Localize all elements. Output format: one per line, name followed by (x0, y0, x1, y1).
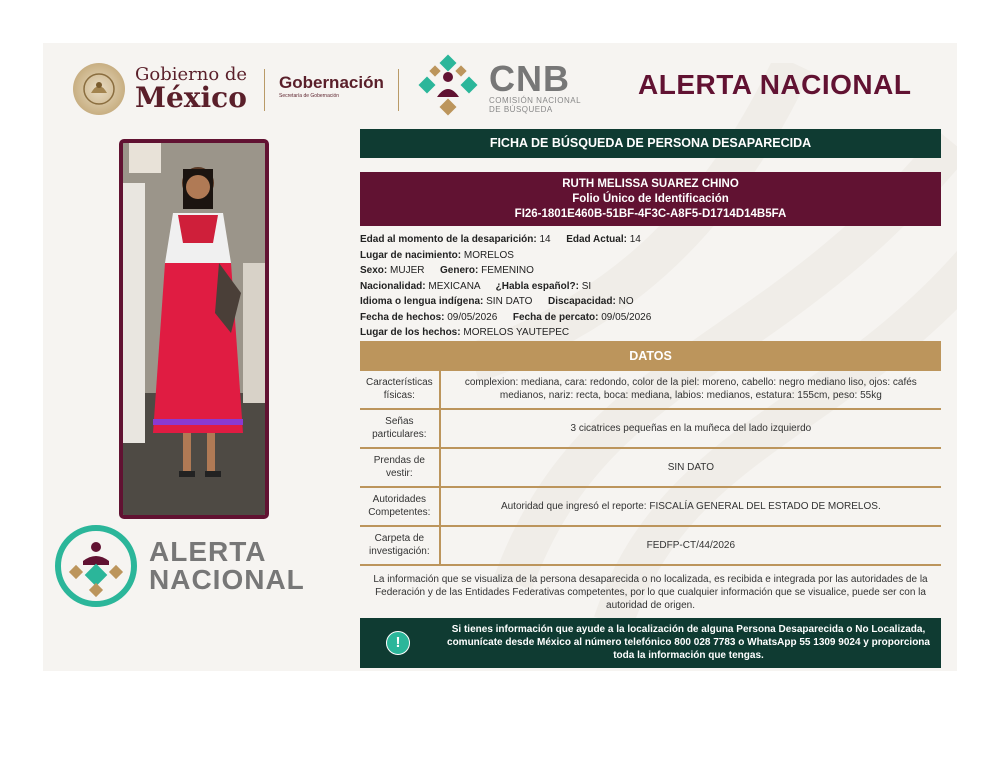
alerta-nacional-title: ALERTA NACIONAL (638, 69, 912, 100)
nacimiento-value: MORELOS (463, 249, 514, 261)
fecha-percato-label: Fecha de percato: (512, 311, 599, 323)
logo-word-nacional: NACIONAL (149, 564, 305, 595)
divider (264, 69, 265, 111)
sexo-value: MUJER (390, 265, 425, 276)
table-row (360, 448, 941, 487)
senas-value: 3 cicatrices pequeñas en la muñeca del lado izquierdo (440, 409, 941, 448)
discapacidad-label: Discapacidad: (548, 296, 616, 307)
autoridades-value: Autoridad que ingresó el reporte: FISCALÍA GENERAL DEL ESTADO DE MORELOS. (440, 487, 941, 526)
info-row (360, 248, 941, 264)
habla-label: ¿Habla español?: (495, 280, 579, 292)
lugar-hechos-value: MORELOS YAUTEPEC (463, 327, 570, 338)
edad-actual-value: 14 (629, 234, 641, 245)
caracteristicas-label: Características físicas: (360, 371, 440, 409)
info-row (360, 310, 941, 326)
folio-value: FI26-1801E460B-51BF-4F3C-A8F5-D1714D14B5FA (514, 208, 787, 220)
cnb-logo (413, 53, 581, 123)
gobierno-line2: México (135, 81, 247, 114)
table-row (360, 487, 941, 526)
edad-desap-value: 14 (539, 234, 551, 245)
logo-word-alerta: ALERTA (149, 536, 267, 567)
missing-person-photo (119, 139, 269, 519)
info-row (360, 232, 941, 248)
idioma-value: SIN DATO (486, 296, 533, 307)
discapacidad-value: NO (618, 296, 634, 307)
cnb-sub2: DE BÚSQUEDA (489, 105, 553, 114)
idioma-label: Idioma o lengua indígena: (360, 296, 484, 307)
person-header (360, 172, 941, 226)
contact-callout (360, 618, 941, 668)
person-info (360, 232, 941, 341)
alerta-nacional-logo (55, 525, 305, 607)
callout-text: Si tienes información que ayude a la localización de alguna Persona Desaparecida o No Localizada, comunícate desde México al número telefónico 800 028 7783 o WhatsApp 55 1309 9024 y proporciona toda la información que tengas. (447, 623, 930, 661)
carpeta-label: Carpeta de investigación: (360, 526, 440, 565)
info-row (360, 279, 941, 295)
senas-label: Señas particulares: (360, 409, 440, 448)
info-row (360, 325, 941, 341)
gobierno-mexico-logo (73, 63, 247, 115)
datos-header: DATOS (360, 341, 941, 371)
genero-value: FEMENINO (481, 265, 534, 276)
habla-value: SI (581, 280, 592, 292)
lugar-hechos-label: Lugar de los hechos: (360, 327, 461, 338)
table-row (360, 371, 941, 409)
table-row (360, 409, 941, 448)
divider (398, 69, 399, 111)
fecha-hechos-label: Fecha de hechos: (360, 311, 445, 323)
info-row (360, 263, 941, 279)
cnb-text: CNB (489, 58, 570, 100)
cnb-sub1: COMISIÓN NACIONAL (489, 96, 582, 106)
autoridades-label: Autoridades Competentes: (360, 487, 440, 526)
gobernacion-logo (279, 73, 384, 99)
gobierno-line1: Gobierno de (135, 64, 248, 85)
poster-sheet (43, 43, 957, 671)
gobernacion-subtext: Secretaría de Gobernación (279, 93, 340, 99)
person-name: RUTH MELISSA SUAREZ CHINO (562, 178, 739, 190)
fecha-hechos-value: 09/05/2026 (447, 311, 498, 323)
header-logos (43, 43, 957, 133)
exclamation-icon: ! (386, 631, 410, 655)
prendas-value: SIN DATO (440, 448, 941, 487)
ficha-content (360, 129, 941, 668)
nacionalidad-label: Nacionalidad: (360, 280, 426, 292)
cnb-emblem-icon (413, 53, 483, 123)
disclaimer-text: La información que se visualiza de la persona desaparecida o no localizada, es recibida e integrada por las autoridades de la Federación y de las Entidades Federativas competentes, por lo que cualquier información que se visualice, puede ser con la autoridad de origen. (373, 573, 928, 611)
edad-desap-label: Edad al momento de la desaparición: (360, 234, 537, 245)
datos-table (360, 371, 941, 566)
info-row (360, 294, 941, 310)
ficha-title: FICHA DE BÚSQUEDA DE PERSONA DESAPARECIDA (360, 129, 941, 158)
folio-label: Folio Único de Identificación (572, 193, 729, 205)
caracteristicas-value: complexion: mediana, cara: redondo, color de la piel: moreno, cabello: negro mediano liso, ojos: cafés medianos, nariz: recta, boca: mediana, labios: medianos, estatura: 155cm, peso: 55kg (440, 371, 941, 409)
genero-label: Genero: (440, 265, 479, 276)
fecha-percato-value: 09/05/2026 (601, 311, 652, 323)
sexo-label: Sexo: (360, 265, 388, 276)
national-seal-icon (73, 63, 125, 115)
table-row (360, 526, 941, 565)
edad-actual-label: Edad Actual: (566, 234, 627, 245)
nacimiento-label: Lugar de nacimiento: (360, 249, 462, 261)
prendas-label: Prendas de vestir: (360, 448, 440, 487)
nacionalidad-value: MEXICANA (428, 280, 481, 292)
alerta-emblem-icon (55, 525, 137, 607)
gobernacion-text: Gobernación (279, 73, 384, 92)
carpeta-value: FEDFP-CT/44/2026 (440, 526, 941, 565)
